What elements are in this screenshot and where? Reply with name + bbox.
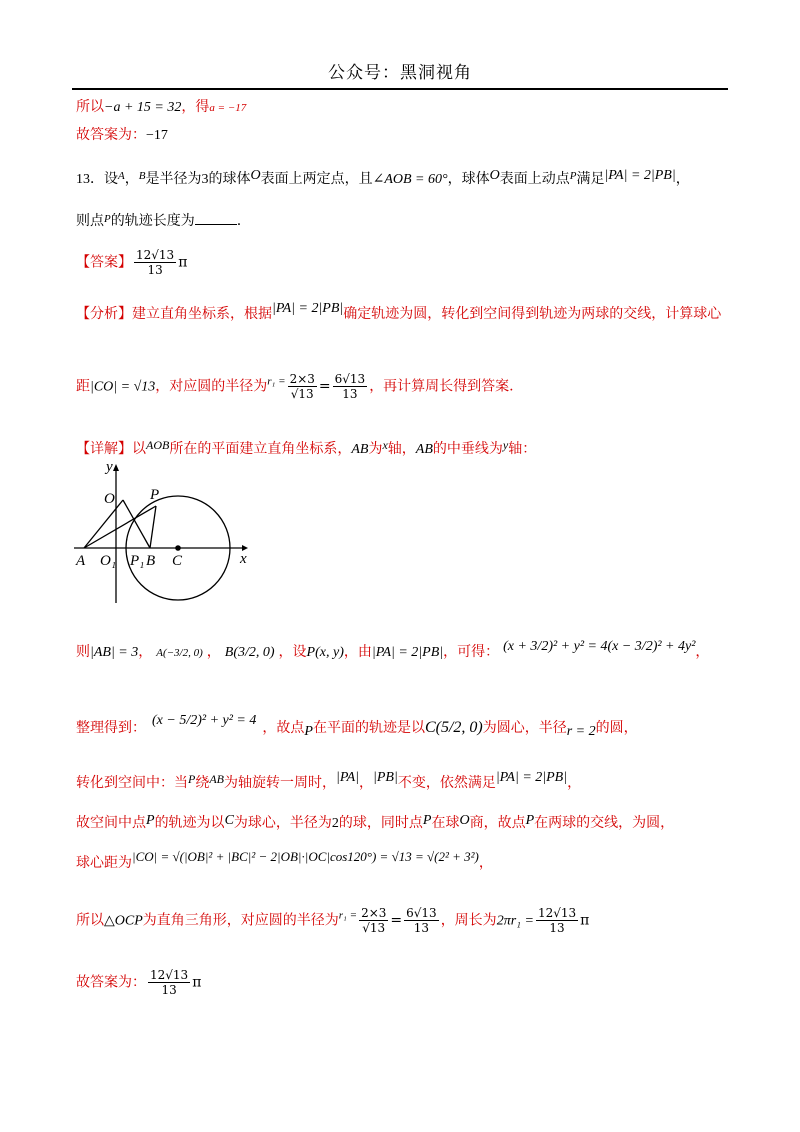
text: 故空间中点 — [76, 815, 146, 831]
text: ，由 — [343, 644, 372, 660]
text: 建立直角坐标系，根据 — [132, 306, 272, 322]
label-P1: P₁ — [130, 553, 145, 569]
text: ，故点 — [262, 720, 305, 736]
answer-fraction — [134, 248, 176, 277]
math: P — [146, 813, 155, 828]
math: AB — [415, 442, 433, 457]
analysis-line-1 — [76, 300, 721, 323]
math: = — [318, 378, 331, 395]
math: y — [502, 438, 509, 452]
math-equation: |CO| = √(|OB|² + |BC|² − 2|OB|·|OC|cos120°) = √13 = √(2² + 3²) — [132, 849, 479, 864]
math: O — [489, 168, 500, 183]
step5-line — [76, 848, 493, 872]
text: ，再计算周长得到答案. — [369, 378, 514, 395]
label-x: x — [240, 551, 247, 567]
math: A — [118, 170, 125, 182]
text: 不变，依然满足 — [397, 775, 496, 791]
analysis-line-2 — [76, 372, 514, 401]
text: 的轨迹为以 — [154, 815, 225, 831]
text: ， — [359, 775, 374, 791]
frac-num: 6√13 — [334, 372, 366, 386]
frac-den: √13 — [362, 921, 386, 935]
text: 的球，同时点 — [338, 815, 423, 831]
step6-line — [76, 906, 589, 935]
answer-label: 故答案为： — [76, 974, 146, 991]
math: △OCP — [104, 913, 143, 929]
text: 的球体 — [208, 171, 251, 187]
frac-den: 13 — [342, 387, 358, 401]
math-angle: ∠AOB = 60° — [372, 172, 448, 187]
text: 表面上两定点，且 — [260, 171, 373, 187]
header-rule — [72, 88, 728, 90]
page-header-title: 公众号：黑洞视角 — [328, 63, 472, 83]
math: P — [304, 724, 313, 739]
math: O — [250, 168, 261, 183]
segment-PB — [150, 506, 156, 548]
text: 是半径为 — [145, 171, 202, 187]
frac-num: 12√13 — [136, 248, 175, 262]
coordinate-figure — [70, 455, 260, 605]
text: ， — [124, 171, 139, 187]
center-point-C — [175, 545, 181, 551]
math-point-P: P(x, y) — [306, 645, 344, 660]
math: AB — [209, 772, 225, 786]
label-P: P — [150, 487, 160, 503]
answer-blank — [195, 212, 237, 225]
final-answer-line — [76, 968, 201, 997]
problem-line-1 — [76, 167, 690, 189]
text: 在两球的交线，为圆， — [534, 815, 675, 831]
pi-symbol: π — [580, 912, 590, 929]
frac-den: 13 — [413, 921, 430, 935]
label-A: A — [76, 553, 86, 569]
text: ， — [478, 855, 493, 871]
math-eq: −a + 15 = 32 — [104, 100, 182, 115]
math: O — [459, 813, 470, 828]
math: 2πr₁ = — [496, 913, 534, 929]
text: ，可得： — [443, 644, 500, 660]
text: 为直角三角形，对应圆的半径为 — [142, 912, 339, 929]
text: 的中垂线为 — [432, 441, 503, 457]
text: 轴， — [387, 441, 416, 457]
prev-result-line — [76, 98, 246, 117]
math-equation: (x − 5/2)² + y² = 4 — [152, 713, 257, 728]
label-O: O — [104, 491, 115, 507]
frac-num: 6√13 — [406, 906, 437, 920]
math: |PB| — [373, 770, 398, 785]
answer-value: −17 — [146, 128, 168, 143]
text: 绕 — [195, 775, 210, 791]
text: ， — [138, 644, 153, 660]
text: 所以 — [76, 99, 104, 115]
math: P — [104, 213, 111, 225]
text: 满足 — [576, 171, 605, 187]
fraction — [333, 372, 368, 401]
frac-num: 2×3 — [289, 372, 315, 386]
text: ，得 — [181, 99, 210, 115]
math: P — [525, 813, 535, 828]
text: . — [236, 213, 242, 229]
text: 距 — [76, 378, 90, 395]
text: 以 — [132, 441, 146, 457]
text: 则点 — [76, 213, 104, 229]
label-C: C — [172, 553, 183, 569]
text: 的圆， — [595, 720, 638, 736]
math: P — [422, 813, 432, 828]
frac-den: 13 — [147, 263, 163, 277]
detail-label: 【详解】 — [76, 441, 132, 457]
math-condition: |PA| = 2|PB| — [604, 168, 676, 183]
text: 的轨迹长度为 — [110, 213, 195, 229]
label-B: B — [146, 553, 156, 569]
math: 3 — [201, 172, 209, 187]
math: |AB| = 3 — [90, 645, 139, 660]
math-point-A: A(−3/2, 0) — [156, 647, 203, 659]
label-y: y — [106, 459, 113, 475]
text: ， — [675, 171, 690, 187]
problem-number: 13． — [76, 172, 104, 187]
text: 所在的平面建立直角坐标系， — [169, 441, 352, 457]
math: B — [138, 170, 146, 182]
answer-label: 故答案为： — [76, 127, 146, 143]
prev-answer-line — [76, 126, 168, 145]
math: = — [390, 912, 403, 929]
text: 球心距为 — [76, 855, 132, 871]
math-condition: |PA| = 2|PB| — [495, 770, 568, 785]
text: 为 — [368, 441, 383, 457]
math: P — [569, 170, 577, 182]
math: |PA| — [336, 770, 360, 785]
math: C — [224, 813, 234, 828]
pi-symbol: π — [192, 974, 202, 991]
text: ，对应圆的半径为 — [155, 378, 268, 395]
math-condition: |PA| = 2|PB| — [272, 301, 344, 316]
text: 设 — [104, 171, 118, 187]
math-result: a = −17 — [209, 102, 247, 114]
math-condition: |PA| = 2|PB| — [371, 645, 444, 660]
text: 表面上动点 — [499, 171, 570, 187]
math-point-B: B(3/2, 0) — [224, 645, 275, 660]
text: 为球心，半径为 — [233, 815, 332, 831]
frac-den: 13 — [549, 921, 565, 935]
text: ， — [567, 775, 582, 791]
segment-AO — [84, 500, 123, 548]
text: 整理得到： — [76, 720, 146, 736]
text: ，周长为 — [440, 912, 497, 929]
text: ，设 — [278, 644, 307, 660]
pi-symbol: π — [178, 254, 188, 271]
text: 所以 — [76, 912, 104, 929]
text: 商，故点 — [469, 815, 526, 831]
segment-AP — [84, 506, 156, 548]
answer-label: 【答案】 — [76, 254, 132, 271]
math-point-C: C(5/2, 0) — [424, 719, 483, 736]
frac-num: 2×3 — [361, 906, 387, 920]
fraction — [288, 372, 317, 401]
text: ， — [206, 644, 221, 660]
text: 确定轨迹为圆，转化到空间得到轨迹为两球的交线，计算球心 — [343, 306, 722, 322]
text: 为圆心，半径 — [482, 720, 567, 736]
frac-den: 13 — [161, 983, 177, 997]
text: 在平面的轨迹是以 — [312, 720, 425, 736]
fraction — [536, 906, 578, 935]
label-O1: O₁ — [100, 553, 117, 569]
text: 在球 — [431, 815, 460, 831]
step3-line — [76, 769, 581, 792]
math: r₁ = — [267, 375, 286, 388]
math: AB — [351, 442, 369, 457]
text: 轴： — [508, 441, 537, 457]
math: AOB — [146, 438, 170, 452]
math: r₁ = — [338, 909, 358, 922]
text: 为轴旋转一周时， — [224, 775, 337, 791]
math: |CO| = √13 — [90, 379, 156, 395]
step4-line — [76, 812, 674, 833]
math: r = 2 — [566, 724, 596, 739]
frac-num: 12√13 — [150, 968, 189, 982]
text: 转化到空间中：当 — [76, 775, 188, 791]
fraction — [404, 906, 439, 935]
y-axis-arrow — [113, 464, 119, 471]
text: ，球体 — [447, 171, 490, 187]
frac-num: 12√13 — [537, 906, 577, 920]
math: P — [188, 772, 196, 786]
math: 2 — [331, 816, 339, 831]
math-equation: (x + 3/2)² + y² = 4(x − 3/2)² + 4y² — [503, 639, 696, 654]
text: ， — [695, 644, 710, 660]
answer-line — [76, 248, 187, 277]
problem-line-2 — [76, 210, 241, 230]
frac-den: √13 — [290, 387, 314, 401]
math: x — [382, 438, 388, 452]
step2-line — [76, 712, 638, 741]
answer-fraction — [148, 968, 190, 997]
text: 则 — [76, 644, 90, 660]
fraction — [359, 906, 388, 935]
analysis-label: 【分析】 — [76, 306, 132, 322]
step1-line — [76, 638, 709, 662]
